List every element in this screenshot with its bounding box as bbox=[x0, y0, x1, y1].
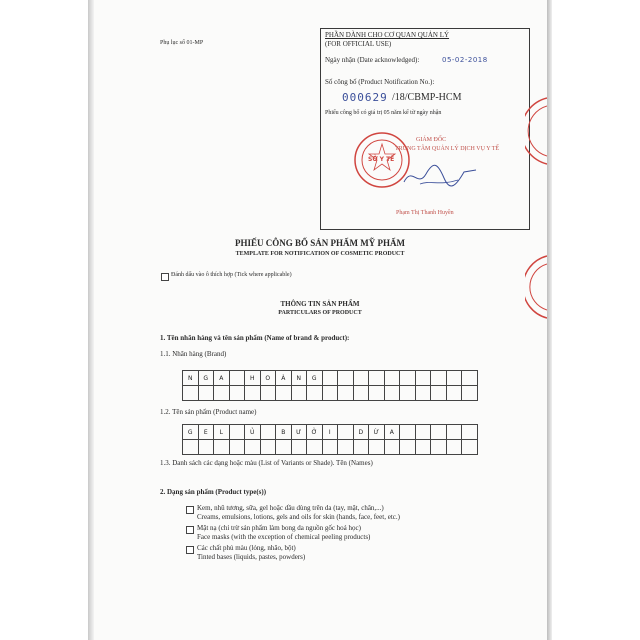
signer-name: Phạm Thị Thanh Huyền bbox=[396, 210, 454, 216]
product-grid-cell bbox=[338, 425, 354, 440]
product-grid-cell bbox=[230, 440, 246, 455]
official-header-en: (FOR OFFICIAL USE) bbox=[325, 40, 392, 48]
brand-grid-cell: À bbox=[276, 371, 292, 386]
product-grid-cell bbox=[245, 440, 261, 455]
product-grid-cell bbox=[447, 440, 463, 455]
product-grid-cell bbox=[199, 440, 215, 455]
product-grid-cell bbox=[276, 440, 292, 455]
product-grid-cell bbox=[261, 440, 277, 455]
page-shadow-right bbox=[547, 0, 552, 640]
product-grid-cell: A bbox=[385, 425, 401, 440]
brand-grid-cell bbox=[214, 386, 230, 401]
section-title-vi: THÔNG TIN SẢN PHẨM bbox=[280, 300, 360, 308]
product-grid-cell: Ừ bbox=[369, 425, 385, 440]
brand-grid-cell bbox=[292, 386, 308, 401]
seal-text: SỞ Y TẾ bbox=[368, 156, 395, 163]
product-grid-cell bbox=[462, 440, 478, 455]
section-title-en: PARTICULARS OF PRODUCT bbox=[278, 310, 362, 316]
brand-grid-cell bbox=[385, 386, 401, 401]
product-grid-cell bbox=[447, 425, 463, 440]
type-tinted-en: Tinted bases (liquids, pastes, powders) bbox=[197, 553, 306, 561]
brand-grid-cell: N bbox=[292, 371, 308, 386]
type-creams-en: Creams, emulsions, lotions, gels and oils for skin (hands, face, feet, etc.) bbox=[197, 513, 400, 521]
type-heading: 2. Dạng sản phẩm (Product type(s)) bbox=[160, 488, 267, 496]
title-en: TEMPLATE FOR NOTIFICATION OF COSMETIC PRODUCT bbox=[235, 251, 405, 257]
type-tinted-vi: Các chất phủ màu (lỏng, nhão, bột) bbox=[197, 544, 296, 552]
brand-grid-cell bbox=[400, 386, 416, 401]
product-grid-cell bbox=[431, 440, 447, 455]
brand-grid-cell bbox=[369, 371, 385, 386]
date-label: Ngày nhận (Date acknowledged): bbox=[325, 56, 420, 64]
product-grid-cell: D bbox=[354, 425, 370, 440]
brand-label: 1.1. Nhãn hàng (Brand) bbox=[160, 350, 227, 358]
notification-number-label: Số công bố (Product Notification No.): bbox=[325, 78, 435, 86]
product-grid-cell bbox=[307, 440, 323, 455]
product-grid-cell bbox=[338, 440, 354, 455]
brand-grid-cell bbox=[323, 386, 339, 401]
product-grid-cell bbox=[214, 440, 230, 455]
product-grid-cell bbox=[400, 425, 416, 440]
stamp-org: TRUNG TÂM QUẢN LÝ DỊCH VỤ Y TẾ bbox=[395, 146, 500, 152]
product-grid-cell: Ư bbox=[292, 425, 308, 440]
notification-number-value: 000629 bbox=[342, 91, 388, 104]
brand-grid-cell bbox=[354, 371, 370, 386]
product-grid-cell bbox=[416, 440, 432, 455]
type-masks-vi: Mặt nạ (chỉ trừ sản phẩm làm bong da nguồn gốc hoá học) bbox=[197, 524, 361, 532]
notification-number-suffix: /18/CBMP-HCM bbox=[392, 92, 462, 103]
brand-grid-cell: G bbox=[199, 371, 215, 386]
product-grid-cell bbox=[323, 440, 339, 455]
brand-grid-cell bbox=[416, 371, 432, 386]
product-grid-cell: L bbox=[214, 425, 230, 440]
product-grid-cell bbox=[230, 425, 246, 440]
brand-grid-cell bbox=[447, 371, 463, 386]
brand-grid-cell bbox=[183, 386, 199, 401]
product-grid-cell bbox=[183, 440, 199, 455]
type-checkbox-creams[interactable] bbox=[186, 506, 194, 514]
brand-grid-cell bbox=[230, 386, 246, 401]
brand-grid-cell bbox=[462, 386, 478, 401]
product-grid-cell bbox=[385, 440, 401, 455]
product-grid-cell: B bbox=[276, 425, 292, 440]
tick-legend-checkbox bbox=[161, 273, 169, 281]
brand-grid-cell bbox=[276, 386, 292, 401]
brand-grid-cell bbox=[385, 371, 401, 386]
product-grid-cell: Ở bbox=[307, 425, 323, 440]
product-grid-cell bbox=[261, 425, 277, 440]
product-grid-cell bbox=[416, 425, 432, 440]
brand-grid-cell bbox=[447, 386, 463, 401]
product-grid-cell bbox=[292, 440, 308, 455]
tick-note: Đánh dấu vào ô thích hợp (Tick where applicable) bbox=[171, 272, 292, 278]
date-value: 05-02-2018 bbox=[442, 56, 488, 64]
product-grid-cell: I bbox=[323, 425, 339, 440]
brand-grid-cell: A bbox=[214, 371, 230, 386]
brand-grid bbox=[182, 370, 478, 401]
signature-icon bbox=[400, 160, 480, 192]
brand-grid-cell bbox=[323, 371, 339, 386]
brand-grid-cell: O bbox=[261, 371, 277, 386]
brand-grid-cell bbox=[338, 371, 354, 386]
title-vi: PHIẾU CÔNG BỐ SẢN PHẨM MỸ PHẨM bbox=[235, 238, 405, 248]
brand-grid-cell bbox=[431, 371, 447, 386]
product-grid-cell bbox=[354, 440, 370, 455]
brand-grid-cell bbox=[369, 386, 385, 401]
product-grid-cell: Ủ bbox=[245, 425, 261, 440]
product-grid-cell bbox=[400, 440, 416, 455]
product-grid-cell bbox=[462, 425, 478, 440]
product-grid-cell: G bbox=[183, 425, 199, 440]
brand-grid-cell bbox=[400, 371, 416, 386]
annex-number: Phụ lục số 01-MP bbox=[160, 40, 204, 46]
brand-grid-cell bbox=[431, 386, 447, 401]
stamp-title: GIÁM ĐỐC bbox=[416, 137, 447, 143]
brand-grid-cell bbox=[338, 386, 354, 401]
type-checkbox-tinted[interactable] bbox=[186, 546, 194, 554]
brand-heading: 1. Tên nhãn hàng và tên sản phẩm (Name of brand & product): bbox=[160, 334, 350, 342]
brand-grid-cell bbox=[462, 371, 478, 386]
variants-label: 1.3. Danh sách các dạng hoặc màu (List of Variants or Shade). Tên (Names) bbox=[160, 459, 373, 467]
product-label: 1.2. Tên sản phẩm (Product name) bbox=[160, 408, 257, 416]
product-grid-cell bbox=[431, 425, 447, 440]
type-creams-vi: Kem, nhũ tương, sữa, gel hoặc dầu dùng trên da (tay, mặt, chân,...) bbox=[197, 504, 384, 512]
brand-grid-cell bbox=[199, 386, 215, 401]
brand-grid-cell bbox=[245, 386, 261, 401]
type-checkbox-masks[interactable] bbox=[186, 526, 194, 534]
type-masks-en: Face masks (with the exception of chemical peeling products) bbox=[197, 533, 371, 541]
product-grid-cell: E bbox=[199, 425, 215, 440]
brand-grid-cell: G bbox=[307, 371, 323, 386]
official-header-vi: PHẦN DÀNH CHO CƠ QUAN QUẢN LÝ bbox=[325, 31, 450, 39]
product-grid bbox=[182, 424, 478, 455]
brand-grid-cell: N bbox=[183, 371, 199, 386]
brand-grid-cell bbox=[354, 386, 370, 401]
validity-note: Phiếu công bố có giá trị 05 năm kể từ ngày nhận bbox=[325, 110, 442, 116]
brand-grid-cell bbox=[230, 371, 246, 386]
brand-grid-cell bbox=[416, 386, 432, 401]
brand-grid-cell bbox=[307, 386, 323, 401]
product-grid-cell bbox=[369, 440, 385, 455]
edge-seal-top-icon bbox=[525, 96, 547, 166]
brand-grid-cell bbox=[261, 386, 277, 401]
brand-grid-cell: H bbox=[245, 371, 261, 386]
